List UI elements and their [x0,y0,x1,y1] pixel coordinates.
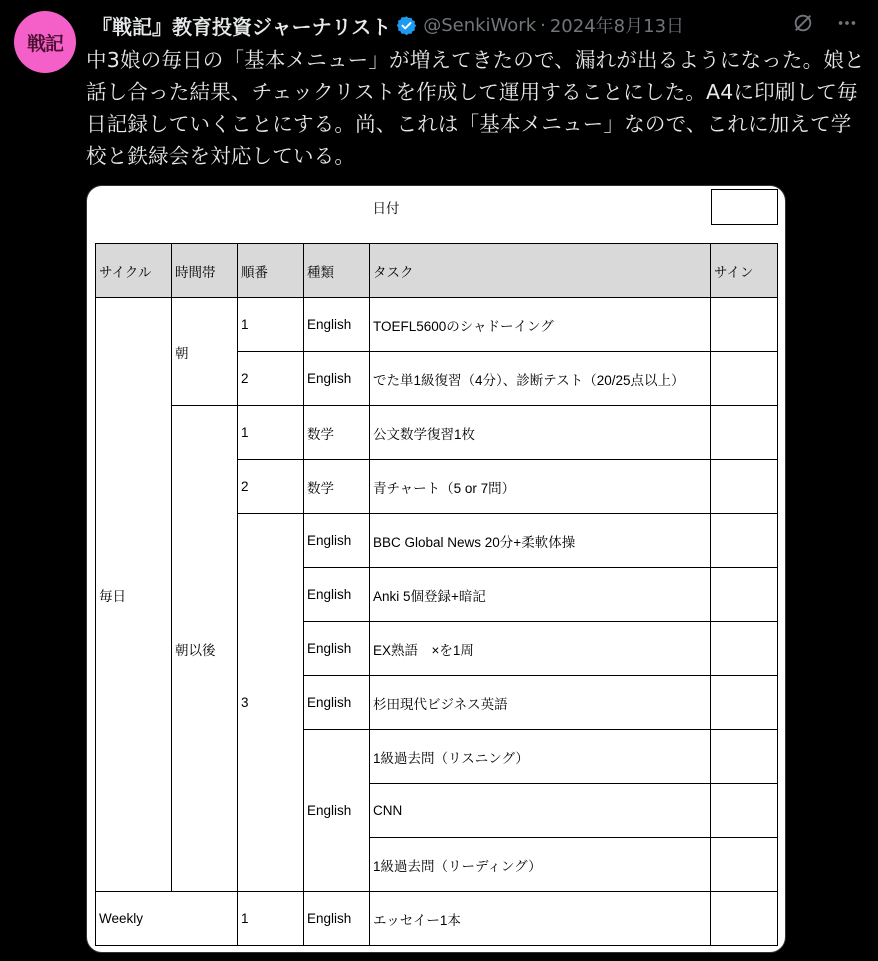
date-box [711,189,778,225]
task-cell: BBC Global News 20分+柔軟体操 [370,514,711,568]
type-cell: English [304,514,370,568]
task-cell: 杉田現代ビジネス英語 [370,676,711,730]
post-date[interactable]: 2024年8月13日 [549,16,685,37]
col-header-task: タスク [370,244,711,298]
col-header-type: 種類 [304,244,370,298]
task-cell: 1級過去問（リーディング） [370,838,711,892]
task-cell: CNN [370,784,711,838]
table-row [96,406,778,460]
task-cell: TOEFL5600のシャドーイング [370,298,711,352]
col-header-sign: サイン [711,244,778,298]
table-row [96,298,778,352]
type-cell: 数学 [304,460,370,514]
sign-cell[interactable] [711,784,778,838]
sign-cell[interactable] [711,568,778,622]
avatar[interactable]: 戦記 [14,11,76,73]
timeslot-morning-cell: 朝 [172,298,238,406]
task-cell: でた単1級復習（4分）、診断テスト（20/25点以上） [370,352,711,406]
separator-dot: · [540,14,546,36]
checklist-table [95,185,778,946]
display-name[interactable]: 『戦記』教育投資ジャーナリスト [92,14,392,39]
sign-cell[interactable] [711,892,778,946]
cycle-daily-cell: 毎日 [96,298,172,892]
tweet-header [92,8,868,42]
attached-image[interactable] [86,185,786,953]
type-cell: English [304,622,370,676]
order-cell: 3 [238,514,304,892]
task-cell: Anki 5個登録+暗記 [370,568,711,622]
cycle-weekly-cell: Weekly [96,892,238,946]
type-cell: 数学 [304,406,370,460]
order-cell: 2 [238,352,304,406]
sign-cell[interactable] [711,460,778,514]
order-cell: 2 [238,460,304,514]
task-cell: 1級過去問（リスニング） [370,730,711,784]
type-cell: English [304,730,370,892]
type-cell: English [304,892,370,946]
table-row-weekly [96,892,778,946]
order-cell: 1 [238,298,304,352]
sign-cell[interactable] [711,730,778,784]
type-cell: English [304,352,370,406]
timeslot-after-cell: 朝以後 [172,406,238,892]
sign-cell[interactable] [711,352,778,406]
col-header-cycle: サイクル [96,244,172,298]
sign-cell[interactable] [711,838,778,892]
type-cell: English [304,568,370,622]
user-handle[interactable]: @SenkiWork [423,14,537,36]
col-header-timeslot: 時間帯 [172,244,238,298]
sign-cell[interactable] [711,676,778,730]
sign-cell[interactable] [711,298,778,352]
date-label: 日付 [372,201,400,216]
sign-cell[interactable] [711,406,778,460]
type-cell: English [304,298,370,352]
sign-cell[interactable] [711,514,778,568]
col-header-order: 順番 [238,244,304,298]
task-cell: 青チャート（5 or 7問） [370,460,711,514]
order-cell: 1 [238,406,304,460]
task-cell: エッセイー1本 [370,892,711,946]
grok-icon[interactable] [790,10,816,36]
task-cell: EX熟語 ×を1周 [370,622,711,676]
verified-badge-icon[interactable] [396,15,417,36]
table-header-row [96,244,778,298]
tweet-text: 中3娘の毎日の「基本メニュー」が増えてきたので、漏れが出るようになった。娘と話し合った結果、チェックリストを作成して運用することにした。A4に印刷して毎日記録していくことにする。尚、これは「基本メニュー」なので、これに加えて学校と鉄緑会を対応している。 [86,48,865,168]
header-actions [790,10,860,36]
order-cell: 1 [238,892,304,946]
type-cell: English [304,676,370,730]
more-icon[interactable] [834,10,860,36]
sign-cell[interactable] [711,622,778,676]
task-cell: 公文数学復習1枚 [370,406,711,460]
